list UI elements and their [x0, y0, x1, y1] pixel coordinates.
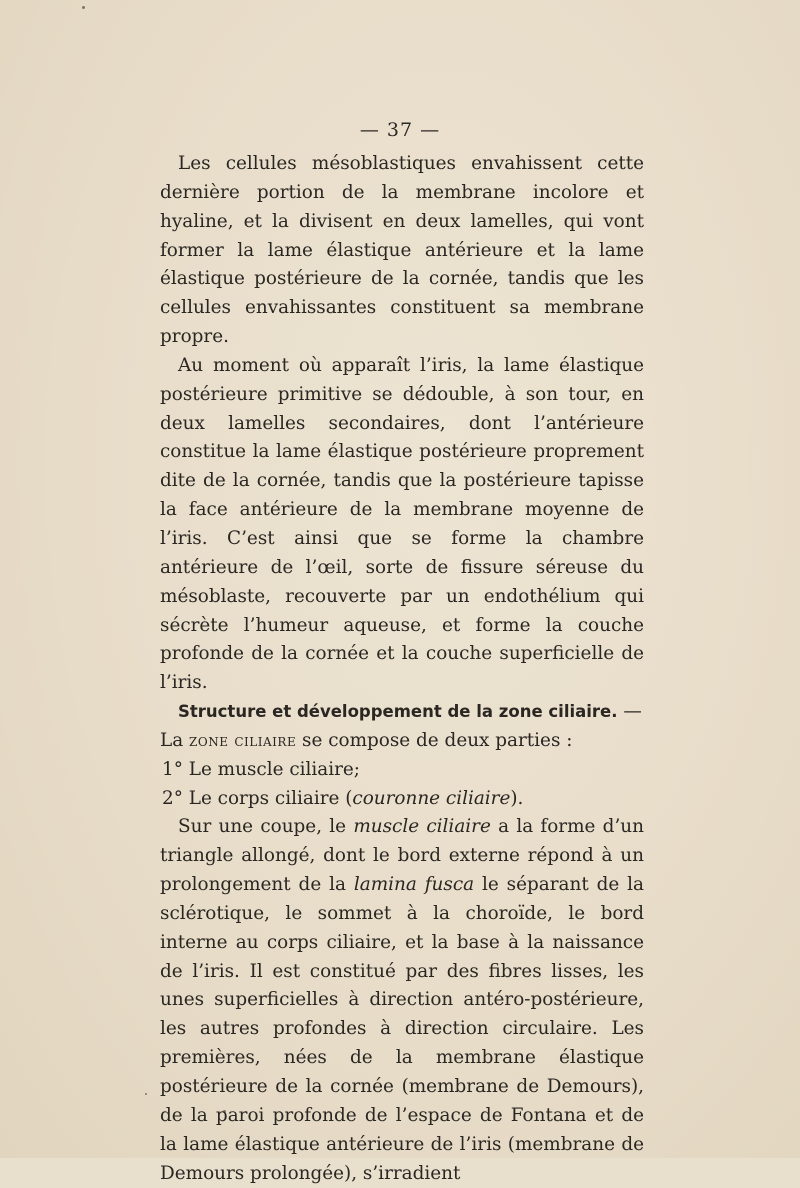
list-item-suffix: ). [510, 787, 524, 809]
section-heading-paragraph [160, 698, 644, 727]
list-item-prefix: 2° Le corps ciliaire ( [162, 787, 353, 809]
text-run: le séparant de la sclérotique, le sommet à la choroïde, le bord interne au corps ciliaire, et la base à la naissance de l’iris. Il est constitué par des fibres lisses, les unes superficielles à direction antéro-postérieure, les autres profondes à direction circulaire. Les premières, nées de la membrane élastique postérieure de la cornée (membrane de Demours), de la paroi profonde de l’espace de Fontana et de la lame élastique antérieure de l’iris (membrane de Demours prolongée), s’irradient [160, 874, 645, 1184]
paragraph-ciliary-muscle [160, 813, 644, 1188]
italic-term-lamina-fusca: lamina fusca [353, 874, 475, 896]
list-item-italic: couronne ciliaire [352, 787, 511, 809]
section-heading: Structure et développement de la zone ciliaire. [178, 702, 618, 722]
italic-term-muscle-ciliaire: muscle ciliaire [353, 816, 491, 838]
list-item: 1° Le muscle ciliaire; [162, 758, 360, 780]
page-number: — 37 — [359, 119, 441, 141]
list-item [160, 785, 644, 814]
zone-intro-rest: se compose de deux parties : [296, 729, 573, 751]
paragraph-zone-parts [160, 727, 644, 756]
body-text [160, 150, 644, 1188]
heading-dash: — [617, 701, 642, 723]
zone-ciliaire-term: zone ciliaire [189, 730, 297, 751]
paper-speck [82, 6, 85, 9]
text-run: Sur une coupe, le [178, 816, 354, 838]
paragraph-cornea-lamellae: Les cellules mésoblastiques envahissent cette dernière portion de la membrane incolore et hyaline, et la divisent en deux lamelles, qui vont former la lame élastique antérieure et la lame élastique postérieure de la cornée, tandis que les cellules envahissantes constituent sa membrane propre. [160, 153, 644, 348]
paragraph-anterior-chamber: Au moment où apparaît l’iris, la lame élastique postérieure primitive se dédouble, à son tour, en deux lamelles secondaires, dont l’antérieure constitue la lame élastique postérieure proprement dite de la cornée, tandis que la postérieure tapisse la face antérieure de la membrane moyenne de l’iris. C’est ainsi que se forme la chambre antérieure de l’œil, sorte de fissure séreuse du mésoblaste, recouverte par un endothélium qui sécrète l’humeur aqueuse, et forme la couche profonde de la cornée et la couche superficielle de l’iris. [160, 354, 644, 694]
text-run: a la forme d’un triangle allongé, dont le bord externe répond à un prolongement de la [160, 816, 644, 896]
zone-intro-la: La [160, 729, 190, 751]
paper-speck [145, 1093, 147, 1095]
